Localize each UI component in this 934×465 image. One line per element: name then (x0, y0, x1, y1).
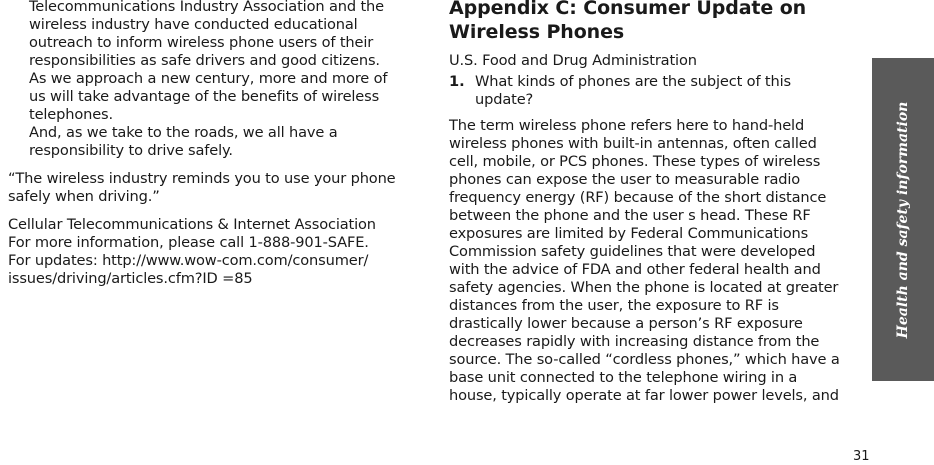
source-line: U.S. Food and Drug Administration (449, 52, 697, 69)
side-tab-label: Health and safety information (895, 101, 911, 338)
body-paragraph: The term wireless phone refers here to hand-held wireless phones with built-in antennas, often called cell, mobile, or PCS phones. These types of wireless phones can expose the user to measurable radio frequency energy (RF) because of the short distance between the phone and the user s head. These RF exposures are limited by Federal Communications Commission safety guidelines that were developed with the advice of FDA and other federal health and safety agencies. When the phone is located at greater distances from the user, the exposure to RF is drastically lower because a person’s RF exposure decreases rapidly with increasing distance from the source. The so-called “cordless phones,” which have a base unit connected to the telephone wiring in a house, typically operate at far lower power levels, and (449, 117, 840, 404)
question-text: What kinds of phones are the subject of this update? (475, 73, 791, 108)
side-tab (872, 58, 934, 381)
quote-paragraph: “The wireless industry reminds you to use your phone safely when driving.” (8, 170, 396, 205)
question-item (449, 73, 855, 109)
appendix-heading: Appendix C: Consumer Update on Wireless Phones (449, 0, 807, 43)
indented-paragraph-new-century: As we approach a new century, more and more of us will take advantage of the benefits of wireless telephones. (29, 70, 388, 123)
indented-paragraph-drive-safely: And, as we take to the roads, we all have a responsibility to drive safely. (29, 124, 338, 159)
right-column (449, 0, 855, 405)
left-column (8, 0, 410, 288)
page-number: 31 (853, 449, 870, 464)
question-number: 1. (449, 73, 465, 90)
indented-paragraph-tia: Telecommunications Industry Association and the wireless industry have conducted educational outreach to inform wireless phone users of their responsibilities as safe drivers and good citizens. (29, 0, 384, 69)
contact-paragraph: Cellular Telecommunications & Internet Association For more information, please call 1-888-901-SAFE. For updates: http://www.wow-com.com/consumer/ issues/driving/articles.cfm?ID =85 (8, 216, 376, 287)
